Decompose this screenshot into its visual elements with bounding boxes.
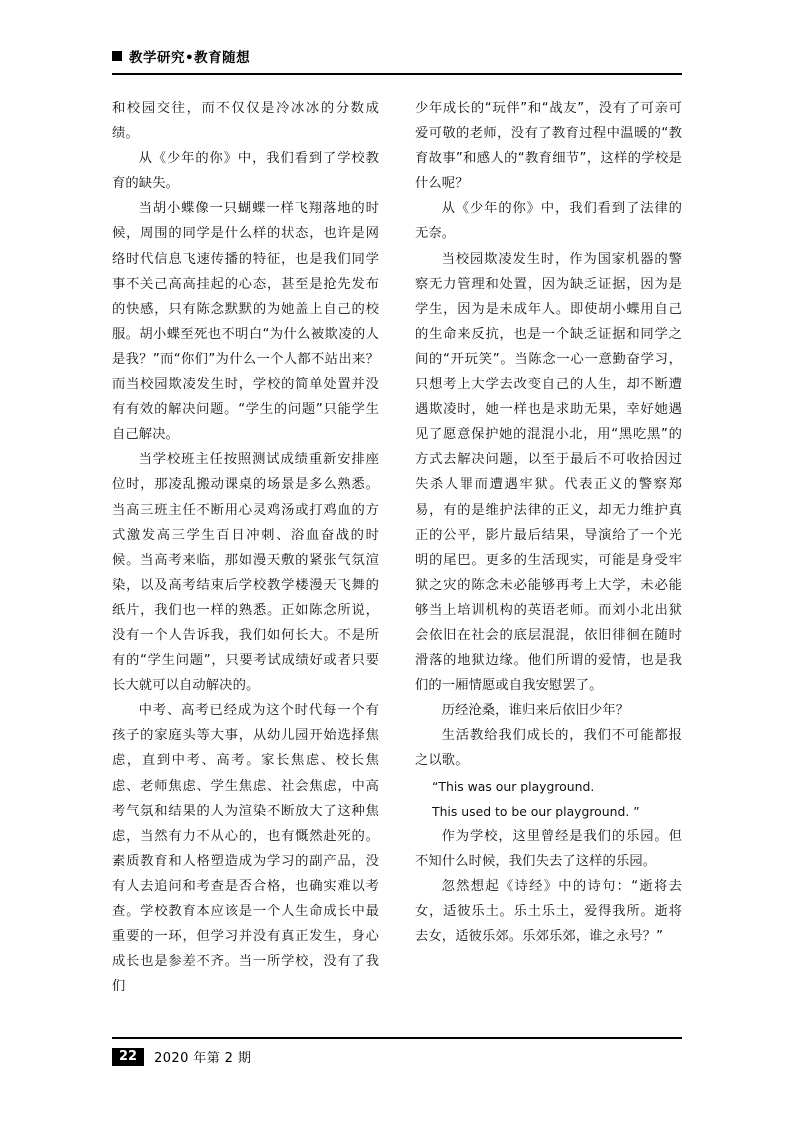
paragraph: 忽然想起《诗经》中的诗句：“逝将去女，适彼乐土。乐土乐土，爱得我所。逝将去女，适彼乐郊。乐郊乐郊，谁之永号？” bbox=[415, 878, 682, 945]
page-number: 22 bbox=[112, 1048, 144, 1066]
paragraph: 少年成长的“玩伴”和“战友”，没有了可亲可爱可敬的老师，没有了教育过程中温暖的“教育故事”和感人的“教育细节”，这样的学校是什么呢？ bbox=[415, 101, 682, 192]
footer-content bbox=[112, 1047, 682, 1066]
article-body bbox=[112, 96, 682, 999]
paragraph: 中考、高考已经成为这个时代每一个有孩子的家庭头等大事，从幼儿园开始选择焦虑，直到中考、高考。家长焦虑、校长焦虑、老师焦虑、学生焦虑、社会焦虑，中高考气氛和结果的人为渲染不断放大了这种焦虑，当然有力不从心的，也有慨然赴死的。素质教育和人格塑造成为学习的副产品，没有人去追问和考查是否合格，也确实难以考查。学校教育本应该是一个人生命成长中最重要的一环，但学习并没有真正发生，身心成长也是参差不齐。当一所学校，没有了我们 bbox=[112, 703, 379, 995]
english-quote-line: This used to be our playground. ” bbox=[432, 803, 640, 819]
paragraph: 从《少年的你》中，我们看到了法律的无奈。 bbox=[415, 201, 682, 242]
page-header bbox=[112, 46, 682, 80]
header-divider bbox=[112, 73, 682, 75]
page-footer bbox=[112, 1037, 682, 1066]
issue-label: 2020 年第 2 期 bbox=[154, 1051, 252, 1066]
paragraph: 当胡小蝶像一只蝴蝶一样飞翔落地的时候，周围的同学是什么样的状态，也许是网络时代信息飞速传播的特征，也是我们同学事不关己高高挂起的心态，甚至是抢先发布的快感，只有陈念默默的为她盖上自己的校服。胡小蝶至死也不明白“为什么被欺凌的人是我？”而“你们”为什么一个人都不站出来？而当校园欺凌发生时，学校的简单处置并没有有效的解决问题。“学生的问题”只能学生自己解决。 bbox=[112, 201, 379, 443]
paragraph: 生活教给我们成长的，我们不可能都报之以歌。 bbox=[415, 728, 682, 769]
header-content bbox=[112, 46, 682, 73]
paragraph: 作为学校，这里曾经是我们的乐园。但不知什么时候，我们失去了这样的乐园。 bbox=[415, 828, 682, 869]
paragraph: 和校园交往，而不仅仅是冷冰冰的分数成绩。 bbox=[112, 101, 379, 142]
black-square-bullet-icon bbox=[112, 51, 122, 61]
paragraph: 当学校班主任按照测试成绩重新安排座位时，那凌乱搬动课桌的场景是多么熟悉。当高三班主任不断用心灵鸡汤或打鸡血的方式激发高三学生百日冲刺、浴血奋战的时候。当高考来临，那如漫天敷的紧张气氛渲染，以及高考结束后学校教学楼漫天飞舞的纸片，我们也一样的熟悉。正如陈念所说，没有一个人告诉我，我们如何长大。不是所有的“学生问题”，只要考试成绩好或者只要长大就可以自动解决的。 bbox=[112, 452, 379, 694]
header-title: 教学研究•教育随想 bbox=[129, 50, 251, 66]
paragraph: 从《少年的你》中，我们看到了学校教育的缺失。 bbox=[112, 151, 379, 192]
english-quote-line: “This was our playground. bbox=[432, 778, 595, 794]
right-column bbox=[415, 96, 682, 999]
left-column bbox=[112, 96, 379, 999]
paragraph: 历经沧桑，谁归来后依旧少年？ bbox=[441, 703, 630, 719]
footer-divider bbox=[112, 1037, 682, 1039]
paragraph: 当校园欺凌发生时，作为国家机器的警察无力管理和处置，因为缺乏证据，因为是学生，因为是未成年人。即使胡小蝶用自己的生命来反抗，也是一个缺乏证据和同学之间的“开玩笑”。当陈念一心一意勤奋学习，只想考上大学去改变自己的人生，却不断遭遇欺凌时，她一样也是求助无果，幸好她遇见了愿意保护她的混混小北，用“黑吃黑”的方式去解决问题，以至于最后不可收拾因过失杀人罪而遭遇牢狱。代表正义的警察郑易，有的是维护法律的正义，却无力维护真正的公平，影片最后结果，导演给了一个光明的尾巴。更多的生活现实，可能是身受牢狱之灾的陈念未必能够再考上大学，未必能够当上培训机构的英语老师。而刘小北出狱会依旧在社会的底层混混，依旧徘徊在随时滑落的地狱边缘。他们所谓的爱情，也是我们的一厢情愿或自我安慰罢了。 bbox=[415, 251, 682, 694]
